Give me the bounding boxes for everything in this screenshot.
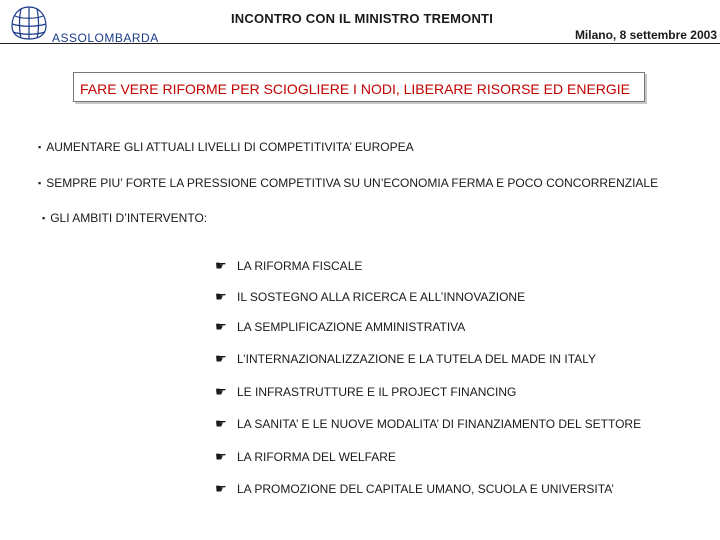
bullet-item: ▪ SEMPRE PIU’ FORTE LA PRESSIONE COMPETITIVA SU UN’ECONOMIA FERMA E POCO CONCORRENZIALE: [38, 176, 659, 190]
bullet-item: ▪ AUMENTARE GLI ATTUALI LIVELLI DI COMPETITIVITA’ EUROPEA: [38, 140, 414, 154]
header-date: Milano, 8 settembre 2003: [574, 28, 717, 42]
page-title: INCONTRO CON IL MINISTRO TREMONTI: [230, 11, 494, 26]
intervention-item: ☛ LA RIFORMA FISCALE: [215, 258, 363, 273]
intervention-item: ☛ LA PROMOZIONE DEL CAPITALE UMANO, SCUOLA E UNIVERSITA’: [215, 481, 614, 496]
pointing-hand-icon: ☛: [215, 481, 227, 496]
pointing-hand-icon: ☛: [215, 258, 227, 273]
headline-text: FARE VERE RIFORME PER SCIOGLIERE I NODI, LIBERARE RISORSE ED ENERGIE: [80, 81, 631, 97]
bullet-marker-icon: ▪: [38, 178, 42, 188]
pointing-hand-icon: ☛: [215, 289, 227, 304]
pointing-hand-icon: ☛: [215, 319, 227, 334]
pointing-hand-icon: ☛: [215, 449, 227, 464]
headline-banner: [73, 72, 645, 102]
logo-text: ASSOLOMBARDA: [52, 31, 159, 45]
bullet-marker-icon: ▪: [42, 213, 46, 223]
intervention-item: ☛ LE INFRASTRUTTURE E IL PROJECT FINANCING: [215, 384, 517, 399]
pointing-hand-icon: ☛: [215, 384, 227, 399]
bullet-marker-icon: ▪: [38, 142, 42, 152]
intervention-item: ☛ L’INTERNAZIONALIZZAZIONE E LA TUTELA DEL MADE IN ITALY: [215, 351, 596, 366]
header-divider: [0, 43, 720, 44]
intervention-item: ☛ LA RIFORMA DEL WELFARE: [215, 449, 396, 464]
pointing-hand-icon: ☛: [215, 416, 227, 431]
intervention-item: ☛ LA SANITA’ E LE NUOVE MODALITA’ DI FINANZIAMENTO DEL SETTORE: [215, 416, 642, 431]
intervention-item: ☛ IL SOSTEGNO ALLA RICERCA E ALL’INNOVAZIONE: [215, 289, 526, 304]
pointing-hand-icon: ☛: [215, 351, 227, 366]
bullet-item: ▪ GLI AMBITI D’INTERVENTO:: [42, 211, 208, 225]
intervention-item: ☛ LA SEMPLIFICAZIONE AMMINISTRATIVA: [215, 319, 466, 334]
